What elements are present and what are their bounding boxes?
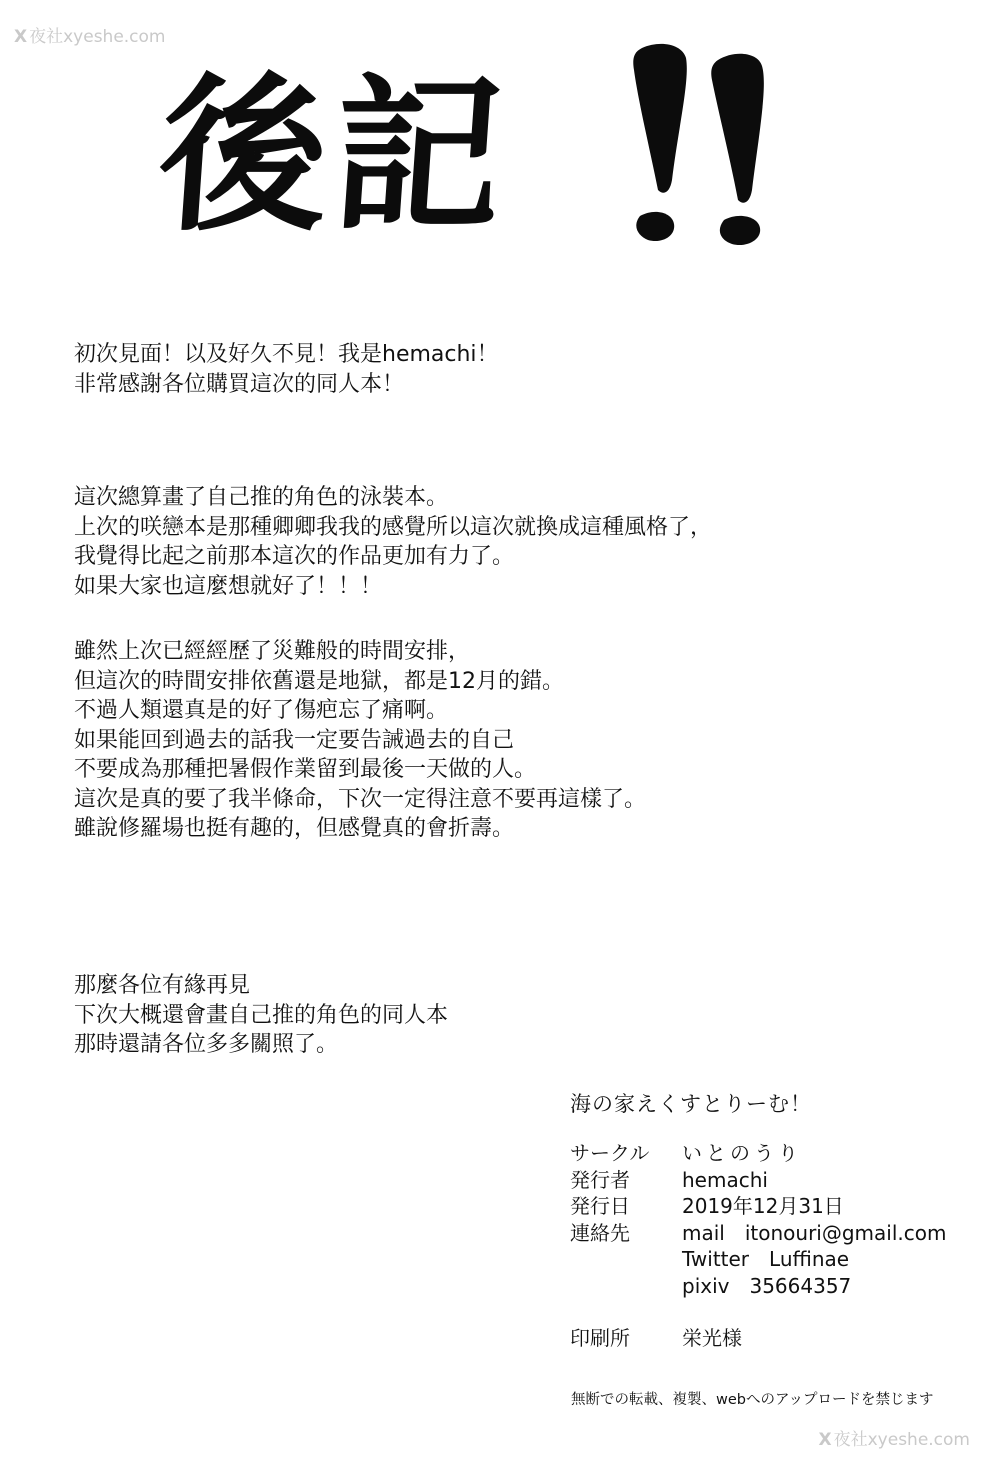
text-line: 這次是真的要了我半條命，下次一定得注意不要再這樣了。 xyxy=(74,786,647,812)
contact-label: 連絡先 xyxy=(570,1220,630,1245)
colophon-row-printer xyxy=(570,1325,990,1352)
contact-pixiv: pixiv 35664357 xyxy=(682,1273,852,1298)
text-line: 如果能回到過去的話我一定要告誡過去的自己 xyxy=(74,727,515,753)
text-line: 不要成為那種把暑假作業留到最後一天做的人。 xyxy=(74,757,537,782)
contact-twitter: Twitter Luffinae xyxy=(682,1247,850,1271)
circle-label: サークル xyxy=(570,1141,650,1165)
afterword-heading xyxy=(153,40,515,270)
text-line: 不過人類還真是的好了傷疤忘了痛啊。 xyxy=(74,698,449,723)
colophon-row-date xyxy=(570,1193,990,1220)
publisher-label: 発行者 xyxy=(570,1167,630,1192)
date-value: 2019年12月31日 xyxy=(682,1194,844,1218)
text-line: 初次見面！以及好久不見！我是hemachi！ xyxy=(74,342,499,367)
text-line: 雖說修羅場也挺有趣的，但感覺真的會折壽。 xyxy=(74,816,515,841)
watermark-text: 夜社xyeshe.com xyxy=(833,1430,970,1450)
heading-text: 後記 xyxy=(153,56,515,254)
text-line: 雖然上次已經經歷了災難般的時間安排， xyxy=(74,639,471,664)
colophon-row-circle xyxy=(570,1140,990,1167)
text-line: 下次大概還會畫自己推的角色的同人本 xyxy=(74,1002,449,1028)
printer-label: 印刷所 xyxy=(570,1326,630,1350)
text-line: 我覺得比起之前那本這次的作品更加有力了。 xyxy=(74,544,515,569)
watermark-text: 夜社xyeshe.com xyxy=(29,27,166,47)
paragraph-greeting xyxy=(74,340,499,399)
text-line: 那時還請各位多多關照了。 xyxy=(74,1032,339,1057)
work-title: 海の家えくすとりーむ！ xyxy=(570,1092,812,1116)
contact-mail: mail itonouri@gmail.com xyxy=(682,1220,947,1245)
copyright-notice: 無断での転載、複製、webへのアップロードを禁じます xyxy=(571,1392,934,1408)
colophon xyxy=(570,1088,990,1352)
circle-value: いとのうり xyxy=(682,1141,802,1165)
watermark-logo-icon: X xyxy=(818,1430,832,1450)
text-line: 但這次的時間安排依舊還是地獄，都是12月的錯。 xyxy=(74,668,564,694)
text-line: 如果大家也這麼想就好了！！！ xyxy=(74,573,383,599)
double-exclamation-icon xyxy=(620,40,800,270)
colophon-row-contact xyxy=(570,1220,990,1247)
paragraph-farewell xyxy=(74,971,448,1060)
watermark-logo-icon: X xyxy=(14,27,28,47)
watermark-bottom xyxy=(819,1425,971,1450)
colophon-row-publisher xyxy=(570,1167,990,1194)
paragraph-schedule xyxy=(74,637,646,844)
date-label: 発行日 xyxy=(570,1194,630,1218)
paragraph-swimsuit xyxy=(74,483,712,601)
text-line: 非常感謝各位購買這次的同人本！ xyxy=(74,371,405,397)
printer-value: 栄光様 xyxy=(682,1326,742,1350)
text-line: 上次的咲戀本是那種卿卿我我的感覺所以這次就換成這種風格了， xyxy=(74,514,713,540)
text-line: 那麼各位有緣再見 xyxy=(74,973,251,998)
publisher-value: hemachi xyxy=(682,1167,768,1192)
watermark-top xyxy=(14,22,166,47)
text-line: 這次總算畫了自己推的角色的泳裝本。 xyxy=(74,485,449,510)
